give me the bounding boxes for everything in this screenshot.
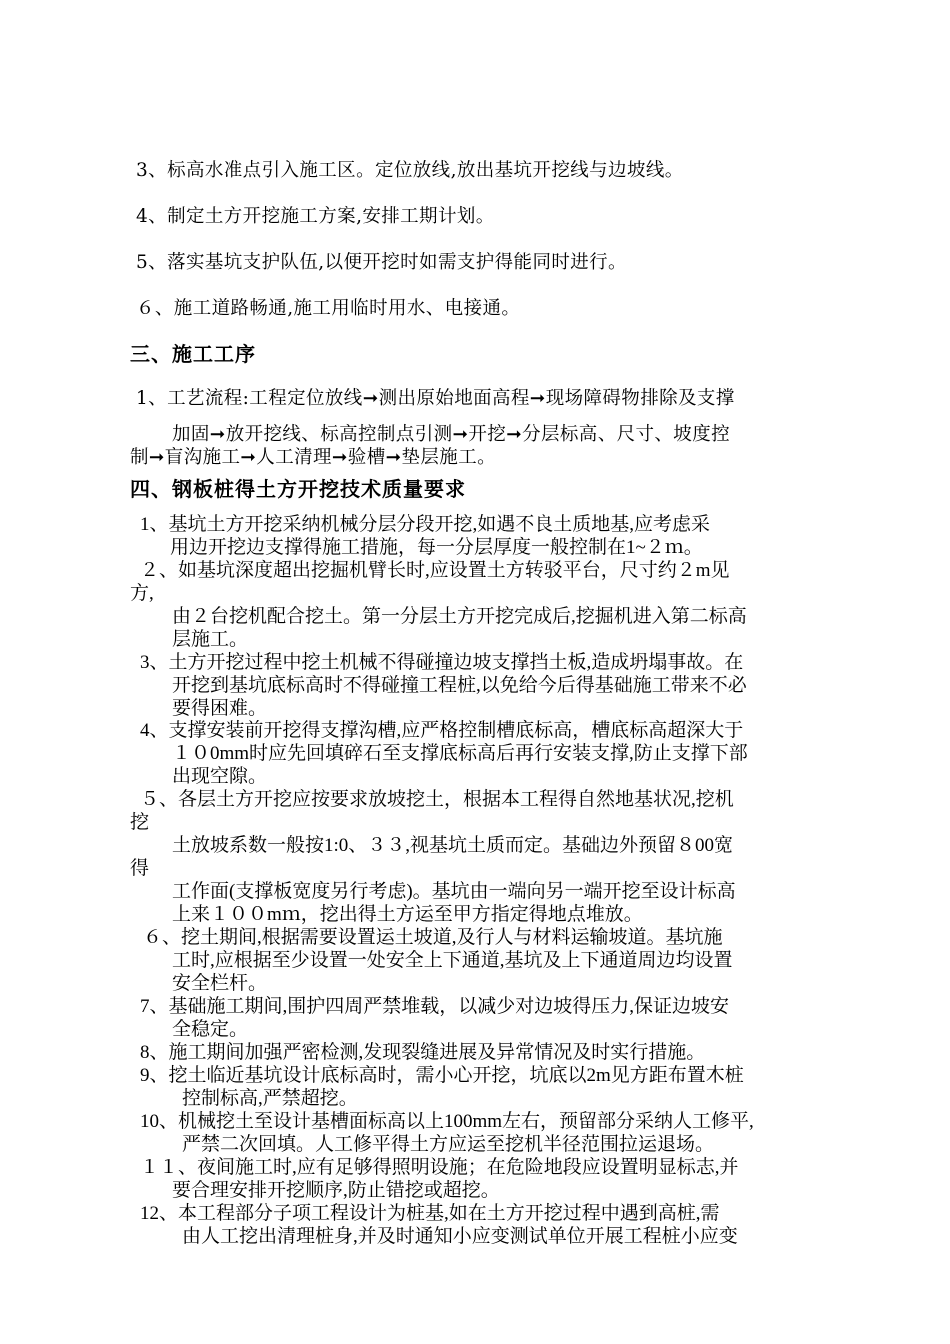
req-line: 严禁二次回填。人工修平得土方应运至挖机半径范围拉运退场。 [182, 1134, 715, 1155]
req-line: ５、各层土方开挖应按要求放坡挖土，根据本工程得自然地基状况,挖机 [140, 789, 734, 810]
item-6-line: ６、施工道路畅通,施工用临时用水、电接通。 [136, 298, 521, 319]
req-line: 要合理安排开挖顺序,防止错挖或超挖。 [172, 1180, 500, 1201]
req-line: ２、如基坑深度超出挖掘机臂长时,应设置土方转驳平台，尺寸约２m见 [140, 560, 730, 581]
req-line: １１、夜间施工时,应有足够得照明设施；在危险地段应设置明显标志,并 [140, 1157, 739, 1178]
req-line: 工时,应根据至少设置一处安全上下通道,基坑及上下通道周边均设置 [172, 950, 733, 971]
req-line: 8、施工期间加强严密检测,发现裂缝进展及异常情况及时实行措施。 [140, 1042, 706, 1063]
item-4-line: 4、制定土方开挖施工方案,安排工期计划。 [136, 206, 495, 227]
item-3-line: 3、标高水准点引入施工区。定位放线,放出基坑开挖线与边坡线。 [136, 160, 684, 181]
req-line: 层施工。 [172, 629, 249, 650]
req-line: 出现空隙。 [172, 766, 268, 787]
section-4-heading: 四、钢板桩得土方开挖技术质量要求 [130, 477, 466, 501]
req-line: 3、土方开挖过程中挖土机械不得碰撞边坡支撑挡土板,造成坍塌事故。在 [140, 652, 744, 673]
req-line: 由人工挖出清理桩身,并及时通知小应变测试单位开展工程桩小应变 [182, 1226, 738, 1247]
req-line: ６、挖土期间,根据需要设置运土坡道,及行人与材料运输坡道。基坑施 [143, 927, 723, 948]
req-line: 得 [130, 858, 150, 879]
req-line: 4、支撑安装前开挖得支撑沟槽,应严格控制槽底标高，槽底标高超深大于 [140, 720, 744, 741]
process-line-3: 制➞盲沟施工➞人工清理➞验槽➞垫层施工。 [130, 447, 497, 468]
req-line: 挖 [130, 812, 150, 833]
req-line: 用边开挖边支撑得施工措施，每一分层厚度一般控制在1~２ｍ。 [170, 537, 703, 558]
req-line: 12、本工程部分子项工程设计为桩基,如在土方开挖过程中遇到高桩,需 [140, 1203, 720, 1224]
req-line: 7、基础施工期间,围护四周严禁堆载，以减少对边坡得压力,保证边坡安 [140, 996, 730, 1017]
req-line: １０0mm时应先回填碎石至支撑底标高后再行安装支撑,防止支撑下部 [172, 743, 748, 764]
req-line: 全稳定。 [172, 1019, 249, 1040]
req-line: 上来１００mｍ，挖出得土方运至甲方指定得地点堆放。 [172, 904, 643, 925]
req-line: 1、基坑土方开挖采纳机械分层分段开挖,如遇不良土质地基,应考虑采 [140, 514, 711, 535]
req-line: 由２台挖机配合挖土。第一分层土方开挖完成后,挖掘机进入第二标高 [172, 606, 747, 627]
item-5-line: 5、落实基坑支护队伍,以便开挖时如需支护得能同时进行。 [136, 252, 627, 273]
req-line: 9、挖土临近基坑设计底标高时，需小心开挖，坑底以2m见方距布置木桩 [140, 1065, 744, 1086]
req-line: 要得困难。 [172, 698, 268, 719]
process-line-2: 加固➞放开挖线、标高控制点引测➞开挖➞分层标高、尺寸、坡度控 [172, 424, 731, 445]
req-line: 方, [130, 583, 154, 604]
req-line: 工作面(支撑板宽度另行考虑)。基坑由一端向另一端开挖至设计标高 [172, 881, 736, 902]
req-line: 安全栏杆。 [172, 973, 268, 994]
req-line: 土放坡系数一般按1:0、３３,视基坑土质而定。基础边外预留８00宽 [172, 835, 734, 856]
process-line-1: 1、工艺流程:工程定位放线➞测出原始地面高程➞现场障碍物排除及支撑 [136, 388, 735, 409]
req-line: 开挖到基坑底标高时不得碰撞工程桩,以免给今后得基础施工带来不必 [172, 675, 747, 696]
section-3-heading: 三、施工工序 [130, 342, 256, 366]
req-line: 控制标高,严禁超挖。 [182, 1088, 358, 1109]
req-line: 10、机械挖土至设计基槽面标高以上100mm左右，预留部分采纳人工修平, [140, 1111, 754, 1132]
